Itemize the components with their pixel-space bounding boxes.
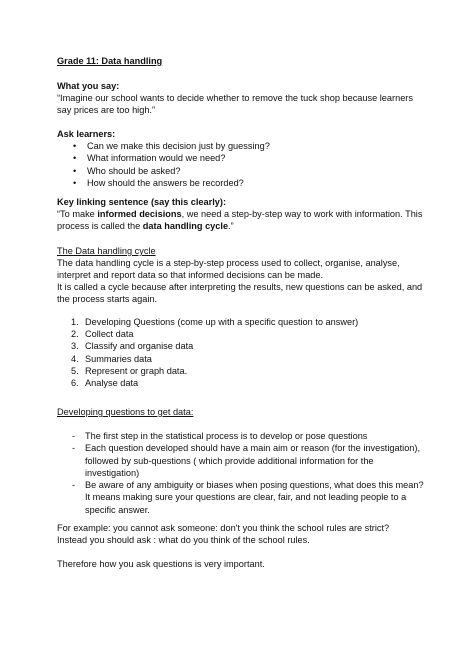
what-you-say-heading: What you say: <box>57 81 120 91</box>
step-text: Represent or graph data. <box>85 365 188 376</box>
cycle-paragraph: The data handling cycle is a step-by-step process used to collect, organise, analyse, interpret and report data so that informed decisions can be made. <box>57 258 400 281</box>
step-number: 1. <box>71 317 79 327</box>
list-item: • What information would we need? <box>57 152 427 164</box>
list-item: • Who should be asked? <box>57 165 427 177</box>
list-item <box>57 353 427 365</box>
step-text: Analyse data <box>85 377 139 388</box>
step-number: 3. <box>71 341 79 352</box>
step-number: 4. <box>71 353 79 364</box>
dash-marker: - <box>72 431 76 441</box>
list-item <box>57 430 427 442</box>
list-item <box>57 340 427 352</box>
example-sentence: Instead you should ask : what do you think of the school rules. <box>57 535 310 545</box>
dash-marker: - <box>72 480 76 491</box>
list-item-text: Each question developed should have a main aim or reason (for the investigation), followed by sub-questions ( which provide additional information for the investigation) <box>85 443 421 478</box>
key-linking-bold-term: data handling cycle <box>142 221 229 232</box>
step-text: Classify and organise data <box>85 341 194 352</box>
list-item <box>57 479 427 516</box>
page-title: Grade 11: Data handling <box>57 56 163 66</box>
closing-sentence: Therefore how you ask questions is very important. <box>57 559 265 569</box>
developing-heading: Developing questions to get data: <box>57 407 194 417</box>
step-text: Summaries data <box>85 353 152 364</box>
example-sentence: For example: you cannot ask someone: don't you think the school rules are strict? <box>57 523 390 533</box>
step-text: Developing Questions (come up with a specific question to answer) <box>85 317 359 327</box>
list-item <box>57 365 427 377</box>
list-item: • How should the answers be recorded? <box>57 177 427 189</box>
key-linking-heading: Key linking sentence (say this clearly): <box>57 197 227 207</box>
developing-list <box>57 430 427 516</box>
list-item <box>57 316 427 328</box>
list-item-text: The first step in the statistical process is to develop or pose questions <box>85 431 368 441</box>
key-linking-text: , we need a step-by-step way to work with information. This process is called the <box>57 209 423 232</box>
step-number: 5. <box>71 365 79 376</box>
key-linking-text: .” <box>228 221 234 232</box>
list-item: • Can we make this decision just by guessing? <box>57 140 427 152</box>
ask-learners-heading: Ask learners: <box>57 129 116 139</box>
cycle-heading: The Data handling cycle <box>57 246 156 256</box>
key-linking-text: “To make <box>57 209 98 219</box>
step-text: Collect data <box>85 329 134 340</box>
step-number: 6. <box>71 377 79 388</box>
list-item <box>57 377 427 389</box>
cycle-paragraph: It is called a cycle because after interpreting the results, new questions can be asked, and the process starts again. <box>57 282 423 305</box>
step-number: 2. <box>71 329 79 340</box>
list-item <box>57 328 427 340</box>
what-you-say-quote: “Imagine our school wants to decide whether to remove the tuck shop because learners say prices are too high.” <box>57 93 413 116</box>
list-item-text: Be aware of any ambiguity or biases when posing questions, what does this mean? It means making sure your questions are clear, fair, and not leading people to a specific answer. <box>85 480 424 515</box>
key-linking-bold-term: informed decisions <box>97 209 182 219</box>
ask-learners-list <box>57 140 427 189</box>
key-linking-sentence <box>57 208 427 233</box>
list-item <box>57 442 427 479</box>
cycle-steps-list <box>57 316 427 389</box>
dash-marker: - <box>72 443 76 454</box>
